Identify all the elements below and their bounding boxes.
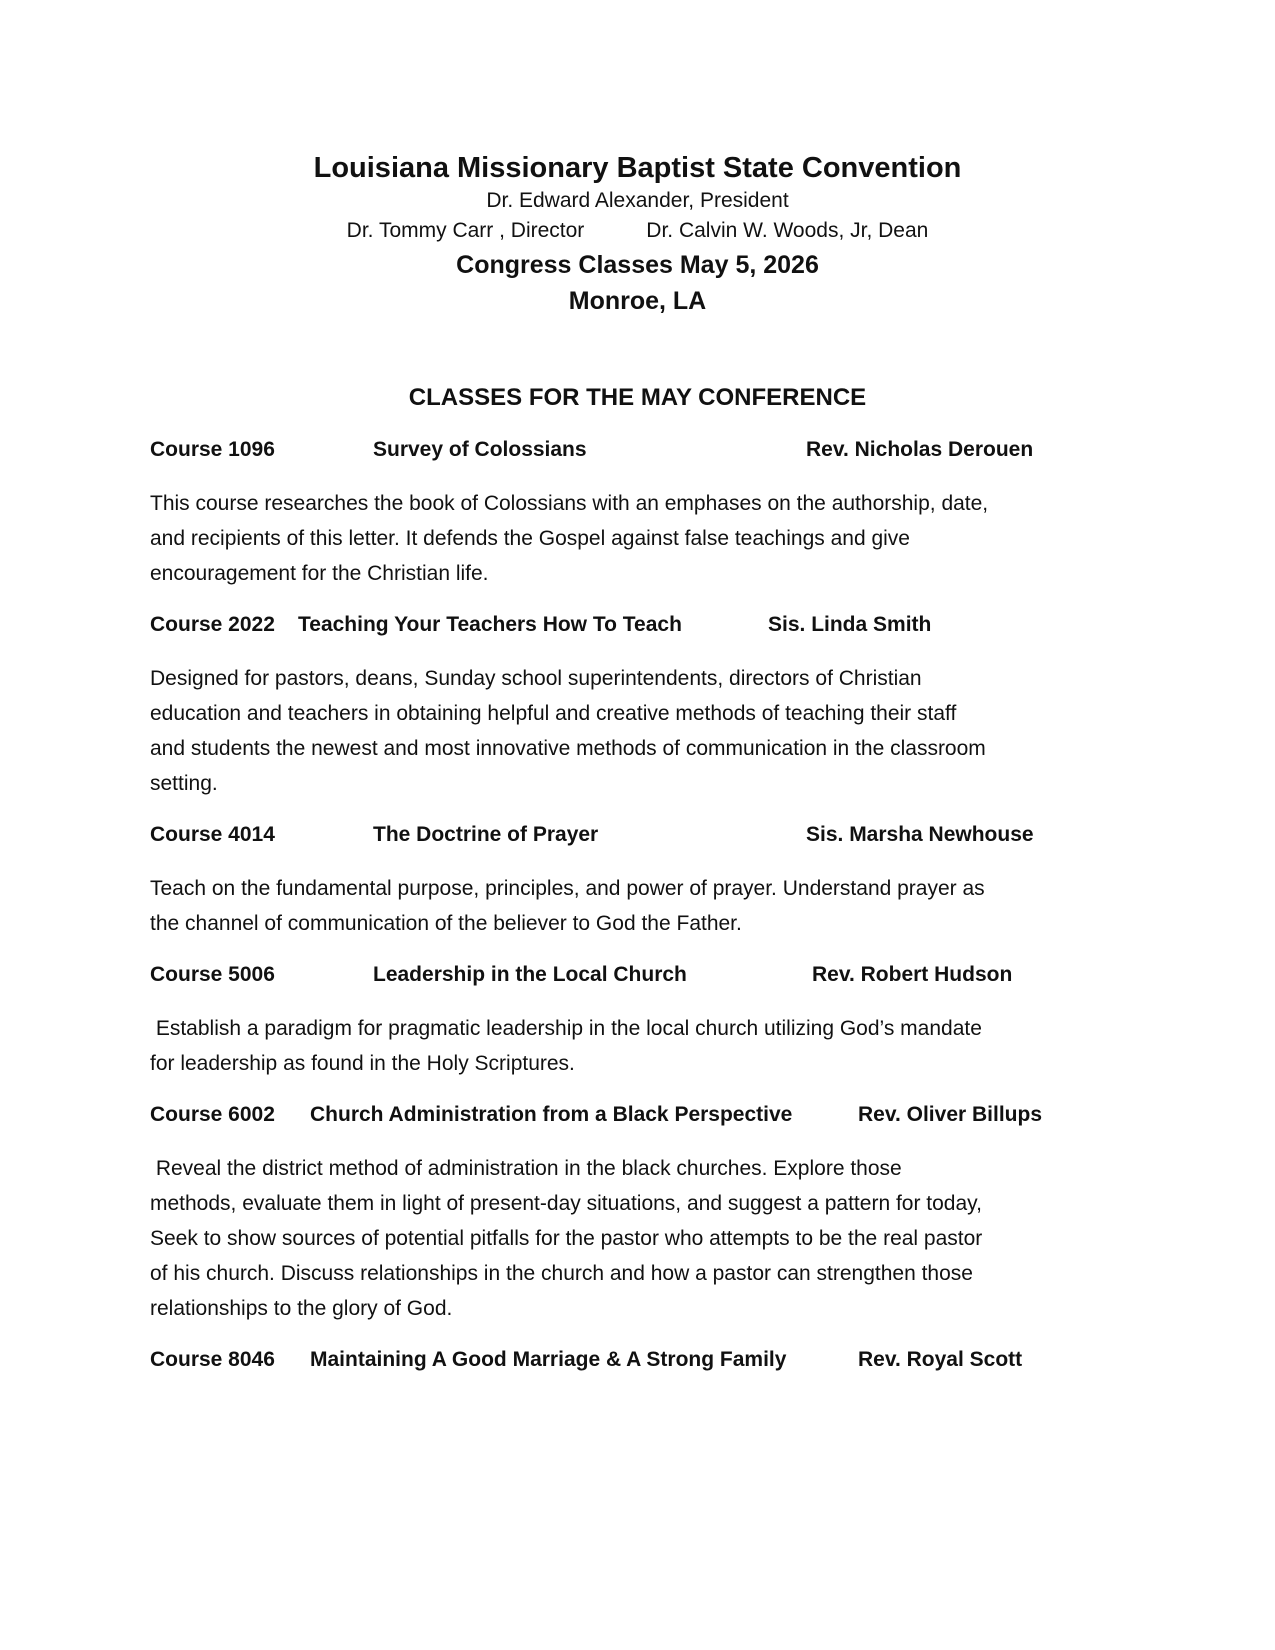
description-line: Seek to show sources of potential pitfalls for the pastor who attempts to be the real pastor xyxy=(150,1227,983,1250)
course-title: Maintaining A Good Marriage & A Strong Family xyxy=(310,1348,787,1371)
description-line: Teach on the fundamental purpose, principles, and power of prayer. Understand prayer as xyxy=(150,877,985,900)
course-instructor: Rev. Royal Scott xyxy=(858,1348,1023,1371)
description-line: and students the newest and most innovative methods of communication in the classroom xyxy=(150,737,986,760)
description-line: Designed for pastors, deans, Sunday school superintendents, directors of Christian xyxy=(150,667,922,690)
description-line: Reveal the district method of administration in the black churches. Explore those xyxy=(150,1157,902,1180)
course-title: Leadership in the Local Church xyxy=(373,963,687,986)
course-number: Course 6002 xyxy=(150,1103,275,1126)
description-line: for leadership as found in the Holy Scriptures. xyxy=(150,1052,575,1075)
course-title: Survey of Colossians xyxy=(373,438,587,461)
course-title: Teaching Your Teachers How To Teach xyxy=(298,613,682,636)
course-number: Course 5006 xyxy=(150,963,275,986)
course-number: Course 8046 xyxy=(150,1348,275,1371)
course-title: Church Administration from a Black Perspective xyxy=(310,1103,793,1126)
course-title: The Doctrine of Prayer xyxy=(373,823,599,846)
course-number: Course 4014 xyxy=(150,823,275,846)
course-instructor: Rev. Robert Hudson xyxy=(812,963,1013,986)
event-title: Congress Classes May 5, 2026 xyxy=(456,251,819,279)
description-line: education and teachers in obtaining helpful and creative methods of teaching their staff xyxy=(150,702,957,725)
course-instructor: Rev. Nicholas Derouen xyxy=(806,438,1034,461)
organization-title: Louisiana Missionary Baptist State Convention xyxy=(313,152,962,184)
description-line: relationships to the glory of God. xyxy=(150,1297,453,1320)
description-line: Establish a paradigm for pragmatic leadership in the local church utilizing God’s mandate xyxy=(150,1017,982,1040)
description-line: This course researches the book of Colossians with an emphases on the authorship, date, xyxy=(150,492,989,515)
course-description xyxy=(150,871,1135,941)
course-description xyxy=(150,1151,1135,1326)
description-line: methods, evaluate them in light of present-day situations, and suggest a pattern for today, xyxy=(150,1192,982,1215)
dean-name: Dr. Calvin W. Woods, Jr, Dean xyxy=(646,219,929,242)
director-name: Dr. Tommy Carr , Director xyxy=(346,219,585,242)
description-line: setting. xyxy=(150,772,218,795)
course-description xyxy=(150,1011,1135,1081)
course-instructor: Sis. Marsha Newhouse xyxy=(806,823,1034,846)
description-line: the channel of communication of the believer to God the Father. xyxy=(150,912,742,935)
description-line: encouragement for the Christian life. xyxy=(150,562,489,585)
document-header xyxy=(0,150,1275,318)
description-line: of his church. Discuss relationships in the church and how a pastor can strengthen those xyxy=(150,1262,973,1285)
section-title: CLASSES FOR THE MAY CONFERENCE xyxy=(408,384,867,411)
course-number: Course 1096 xyxy=(150,438,275,461)
course-description xyxy=(150,661,1135,801)
course-instructor: Rev. Oliver Billups xyxy=(858,1103,1043,1126)
course-instructor: Sis. Linda Smith xyxy=(768,613,932,636)
officers-line xyxy=(0,216,1275,246)
president-line: Dr. Edward Alexander, President xyxy=(486,189,789,212)
course-description xyxy=(150,486,1135,591)
course-number: Course 2022 xyxy=(150,613,275,636)
event-location: Monroe, LA xyxy=(568,287,707,315)
description-line: and recipients of this letter. It defends the Gospel against false teachings and give xyxy=(150,527,910,550)
